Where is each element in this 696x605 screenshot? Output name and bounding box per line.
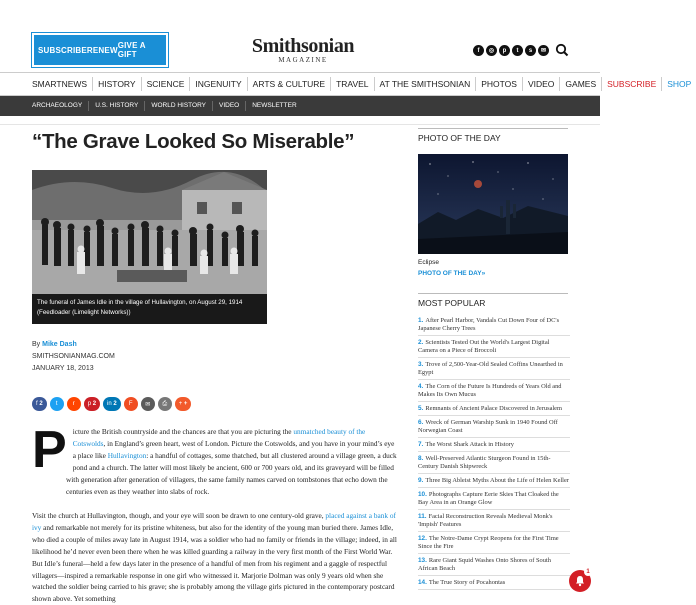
article-photo[interactable] xyxy=(32,170,267,324)
article-body xyxy=(32,421,398,605)
facebook-share-count: 2 xyxy=(39,401,43,407)
link-hullavington[interactable]: Hullavington xyxy=(107,450,147,460)
renew-link[interactable]: RENEW xyxy=(86,45,118,55)
photo-caption: The funeral of James Idle in the village of Hullavington, on August 29, 1914 (Feedloader (Limelight Networks)) xyxy=(32,294,267,324)
logo-wordmark: Smithsonian xyxy=(251,35,355,57)
paragraph-2: Visit the church at Hullavington, though, and your eye will soon be drawn to one century-old grave, placed against a bank of ivy and remarkable not merely for its pristine whiteness, but also for the identity of the young man buried there. James Idle, who died a couple of miles away late in August 1914, was a soldier who had no family or friends in the village; indeed, in all likelihood he’d never even been there when he was killed guarding a railway in the very first month of the First World War. But Idle’s funeral—held a few days later in the presence of a handful of men from his regiment and a gaggle of respectful villagers—inspired a remarkable response in one girl who witnessed it. Marjorie Dolman was only 9 years old when she watched the soldier being carried to his grave; she is probably among the village girls pictured in the contemporary postcard shown above. Yet something xyxy=(32,511,397,604)
nav-science[interactable]: SCIENCE xyxy=(142,77,191,91)
eclipse-photo xyxy=(418,154,568,254)
sub-nav xyxy=(0,96,600,116)
list-item[interactable]: 2. Scientists Tested Out the World's Largest Digital Camera on a Piece of Broccoli xyxy=(418,338,570,358)
by-label: By xyxy=(32,341,41,348)
nav-history[interactable]: HISTORY xyxy=(93,77,141,91)
link-cotswolds[interactable]: unmatched beauty of the Cotswolds xyxy=(72,427,366,448)
more-share-button[interactable]: + + xyxy=(175,397,192,411)
smithsonian-logo[interactable] xyxy=(238,36,368,65)
subnav-newsletter[interactable]: NEWSLETTER xyxy=(252,102,297,109)
list-item[interactable]: 9. Three Big Ableist Myths About the Life of Helen Keller xyxy=(418,476,570,488)
link-ivy-bank[interactable]: placed against a bank of ivy xyxy=(32,511,396,532)
source: SMITHSONIANMAG.COM xyxy=(32,353,115,360)
list-item[interactable]: 3. Trove of 2,500-Year-Old Sealed Coffins Unearthed in Egypt xyxy=(418,360,570,380)
most-popular-list xyxy=(418,316,570,592)
print-share-button[interactable]: ⎙ xyxy=(158,397,172,411)
site-header xyxy=(0,0,600,72)
notification-count-badge: 1 xyxy=(584,568,592,576)
linkedin-share-count: 2 xyxy=(113,401,117,407)
search-icon[interactable] xyxy=(555,43,569,57)
most-popular-heading: MOST POPULAR xyxy=(418,293,568,308)
logo-subtitle: MAGAZINE xyxy=(278,56,328,64)
list-item[interactable]: 6. Wreck of German Warship Sunk in 1940 Found Off Norwegian Coast xyxy=(418,418,570,438)
twitter-share-button[interactable]: t xyxy=(50,397,64,411)
photo-of-day-heading: PHOTO OF THE DAY xyxy=(418,128,568,143)
linkedin-share-button[interactable]: in 2 xyxy=(103,397,121,411)
nav-at-the-smithsonian[interactable]: AT THE SMITHSONIAN xyxy=(375,77,477,91)
subnav-world-history[interactable]: WORLD HISTORY xyxy=(145,101,213,111)
nav-games[interactable]: GAMES xyxy=(560,77,602,91)
list-item[interactable]: 14. The True Story of Pocahontas xyxy=(418,578,570,590)
bell-icon xyxy=(574,575,586,587)
byline xyxy=(32,339,115,375)
nav-subscribe[interactable]: SUBSCRIBE xyxy=(602,77,662,91)
email-icon[interactable]: ✉ xyxy=(538,45,549,56)
list-item[interactable]: 8. Well-Preserved Atlantic Sturgeon Found in 15th-Century Danish Shipwreck xyxy=(418,454,570,474)
nav-travel[interactable]: TRAVEL xyxy=(331,77,374,91)
subscribe-link[interactable]: SUBSCRIBE xyxy=(38,45,87,55)
twitter-icon[interactable]: t xyxy=(512,45,523,56)
article-title: “The Grave Looked So Miserable” xyxy=(32,130,355,153)
list-item[interactable]: 11. Facial Reconstruction Reveals Medieval Monk's 'Impish' Features xyxy=(418,512,570,532)
photo-of-day-link[interactable]: PHOTO OF THE DAY» xyxy=(418,270,486,277)
instagram-icon[interactable]: ◎ xyxy=(486,45,497,56)
facebook-icon[interactable]: f xyxy=(473,45,484,56)
list-item[interactable]: 13. Rare Giant Squid Washes Onto Shores of South African Beach xyxy=(418,556,570,576)
subnav-us-history[interactable]: U.S. HISTORY xyxy=(89,101,145,111)
social-links xyxy=(473,45,549,56)
list-item[interactable]: 7. The Worst Shark Attack in History xyxy=(418,440,570,452)
notification-bell-button[interactable] xyxy=(569,570,591,592)
nav-video[interactable]: VIDEO xyxy=(523,77,560,91)
paragraph-1: icture the British countryside and the chances are that you are picturing the unmatched beauty of the Cotswolds, in England’s green heart, west of London. Picture the Cotswolds, and you have in your mind’s eye a place like Hullavington: a handful of cottages, some thatched, but all clustered around a village green, a duck pond and a church. The latter will most likely be ancient, 600 or 700 years old, and its graveyard will be filled with generation after generation of villagers, the same family names carved on tombstones that echo down the centuries even as they weather into slabs of rock. xyxy=(66,427,397,496)
list-item[interactable]: 12. The Notre-Dame Crypt Reopens for the First Time Since the Fire xyxy=(418,534,570,554)
reddit-share-button[interactable]: r xyxy=(67,397,81,411)
pinterest-icon[interactable]: p xyxy=(499,45,510,56)
subscribe-box xyxy=(32,33,168,67)
subnav-archaeology[interactable]: ARCHAEOLOGY xyxy=(32,101,89,111)
flipboard-share-button[interactable]: F xyxy=(124,397,138,411)
pinterest-share-count: 2 xyxy=(92,401,97,407)
nav-smartnews[interactable]: SMARTNEWS xyxy=(32,77,93,91)
list-item[interactable]: 4. The Corn of the Future Is Hundreds of Years Old and Makes Its Own Mucus xyxy=(418,382,570,402)
author-link[interactable]: Mike Dash xyxy=(42,341,77,348)
share-buttons xyxy=(32,397,191,411)
main-nav xyxy=(0,72,692,96)
list-item[interactable]: 1. After Pearl Harbor, Vandals Cut Down Four of DC's Japanese Cherry Trees xyxy=(418,316,570,336)
give-gift-link[interactable]: GIVE A GIFT xyxy=(117,41,146,59)
nav-photos[interactable]: PHOTOS xyxy=(476,77,523,91)
photo-of-day-title: Eclipse xyxy=(418,259,439,266)
list-item[interactable]: 5. Remnants of Ancient Palace Discovered in Jerusalem xyxy=(418,404,570,416)
drop-cap: P xyxy=(32,421,67,479)
photo-of-day-caption xyxy=(418,257,485,279)
author-line xyxy=(32,339,115,351)
more-share-label: + xyxy=(183,401,188,407)
nav-arts-culture[interactable]: ARTS & CULTURE xyxy=(248,77,331,91)
snapchat-icon[interactable]: s xyxy=(525,45,536,56)
nav-ingenuity[interactable]: INGENUITY xyxy=(190,77,247,91)
header-divider xyxy=(0,124,600,125)
subnav-video[interactable]: VIDEO xyxy=(213,101,246,111)
nav-shop[interactable]: SHOP xyxy=(667,79,692,89)
facebook-share-button[interactable]: f 2 xyxy=(32,397,47,411)
photo-of-day-image[interactable] xyxy=(418,154,568,254)
list-item[interactable]: 10. Photographs Capture Eerie Skies That Cloaked the Bay Area in an Orange Glow xyxy=(418,490,570,510)
email-share-button[interactable]: ✉ xyxy=(141,397,155,411)
pinterest-share-button[interactable]: p 2 xyxy=(84,397,100,411)
publish-date: JANUARY 18, 2013 xyxy=(32,365,94,372)
